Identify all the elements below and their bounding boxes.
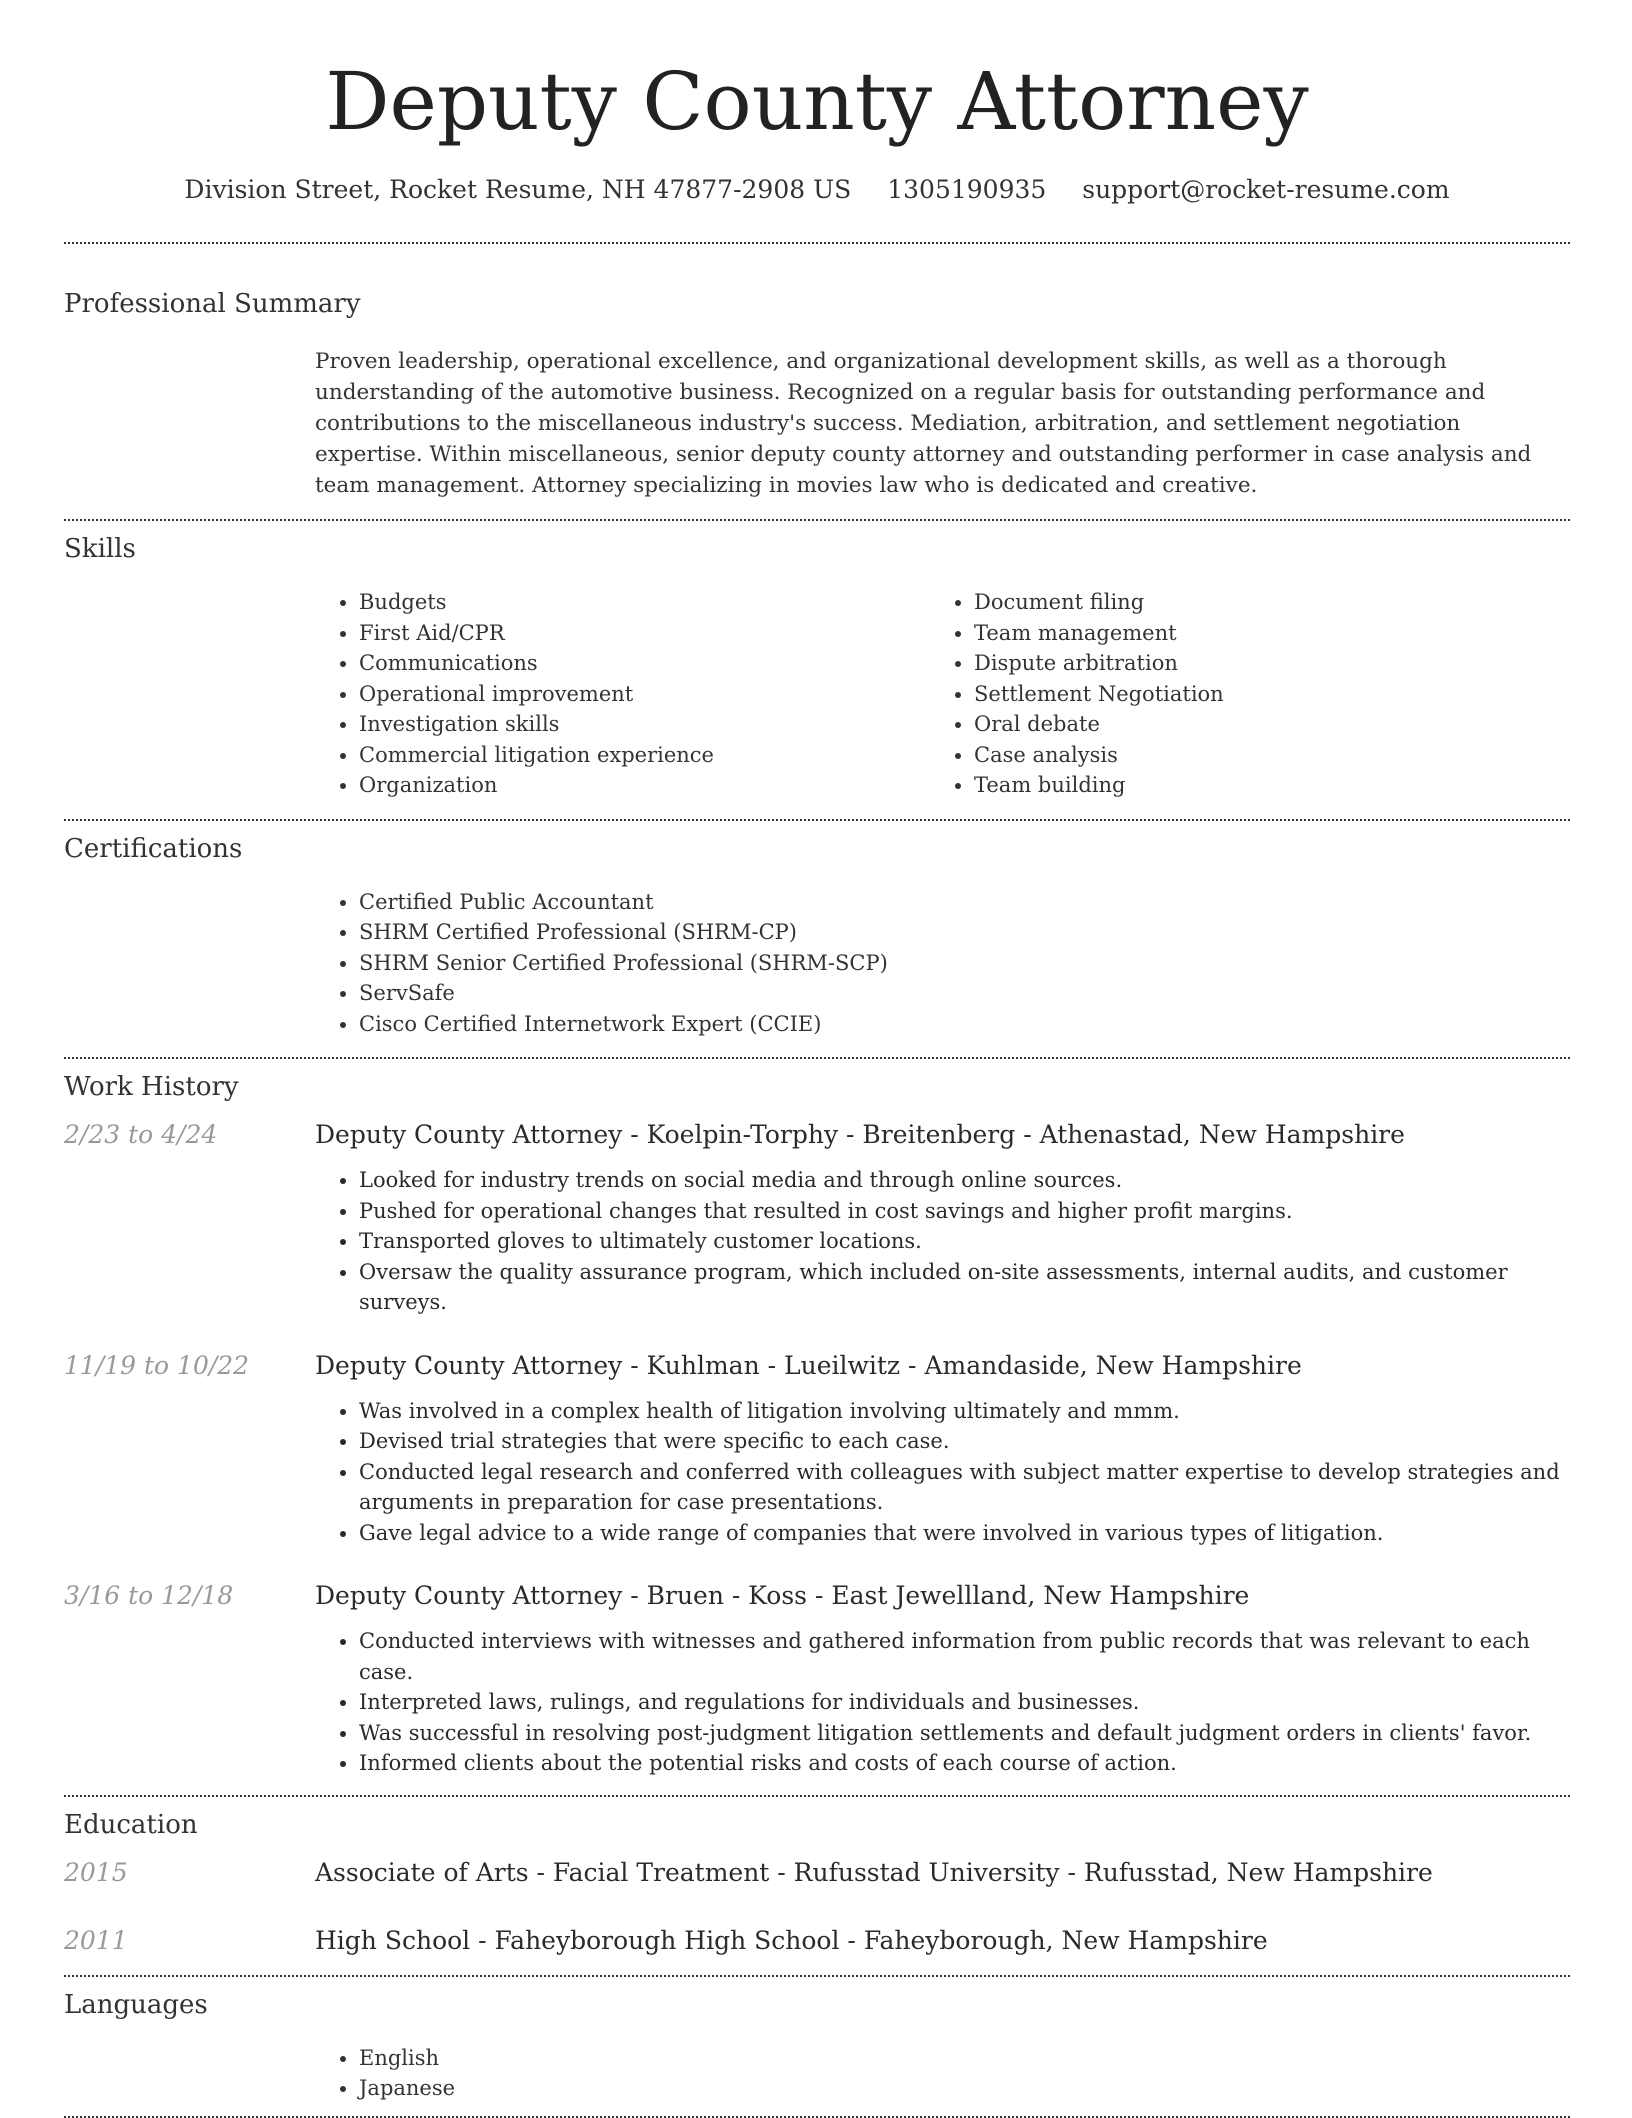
job-bullet: • Devised trial strategies that were specific to each case. (359, 1426, 1570, 1457)
language-item: • English (359, 2043, 1570, 2074)
skills-section (64, 519, 1570, 819)
skill-item: • Case analysis (974, 740, 1545, 771)
certification-item: • Cisco Certified Internetwork Expert (CCIE) (359, 1009, 1570, 1040)
job-entry (64, 1346, 1570, 1549)
certifications-section (64, 819, 1570, 1058)
job-bullet: • Conducted interviews with witnesses and gathered information from public records that was relevant to each case. (359, 1626, 1570, 1687)
skills-columns (315, 587, 1570, 801)
job-bullet: • Informed clients about the potential risks and costs of each course of action. (359, 1748, 1570, 1779)
section-title-certifications: Certifications (64, 833, 243, 864)
job-date: 2/23 to 4/24 (64, 1120, 218, 1149)
certification-item: • ServSafe (359, 978, 1570, 1009)
skills-right-column (930, 587, 1545, 801)
job-date: 11/19 to 10/22 (64, 1350, 250, 1380)
skill-item: • Organization (359, 770, 930, 801)
job-title: Deputy County Attorney - Kuhlman - Lueilwitz - Amandaside, New Hampshire (315, 1350, 1302, 1380)
job-bullet: • Oversaw the quality assurance program, which included on-site assessments, internal audits, and customer surveys. (359, 1257, 1570, 1318)
skill-item: • Team building (974, 770, 1545, 801)
language-item: • Japanese (359, 2073, 1570, 2104)
skill-item: • Investigation skills (359, 709, 930, 740)
summary-text: Proven leadership, operational excellence, and organizational development skills, as well as a thorough understanding of the automotive business. Recognized on a regular basis for outstanding performance and contributions to the miscellaneous industry's success. Mediation, arbitration, and settlement negotiation expertise. Within miscellaneous, senior deputy county attorney and outstanding performer in case analysis and team management. Attorney specializing in movies law who is dedicated and creative. (315, 349, 1532, 498)
job-date: 3/16 to 12/18 (64, 1581, 234, 1610)
skill-item: • Commercial litigation experience (359, 740, 930, 771)
job-bullet: • Interpreted laws, rulings, and regulations for individuals and businesses. (359, 1687, 1570, 1718)
job-entry (64, 1576, 1570, 1779)
education-section (64, 1795, 1570, 1975)
footer-divider (64, 2116, 1570, 2118)
work-history-section (64, 1057, 1570, 1795)
job-body (315, 1115, 1570, 1318)
section-title-education: Education (64, 1809, 198, 1840)
job-title: Deputy County Attorney - Koelpin-Torphy - Breitenberg - Athenastad, New Hampshire (315, 1120, 1405, 1149)
certification-item: • SHRM Certified Professional (SHRM-CP) (359, 917, 1570, 948)
skill-item: • Operational improvement (359, 679, 930, 710)
section-title-skills: Skills (64, 534, 136, 564)
education-title: High School - Faheyborough High School - Faheyborough, New Hampshire (315, 1925, 1268, 1955)
resume-page (64, 0, 1570, 2118)
education-entry (64, 1853, 1570, 1893)
skill-item: • Settlement Negotiation (974, 679, 1545, 710)
contact-email: support@rocket-resume.com (1082, 175, 1450, 204)
education-date: 2011 (64, 1925, 128, 1955)
job-bullet: • Transported gloves to ultimately customer locations. (359, 1226, 1570, 1257)
contact-line (64, 172, 1570, 208)
job-bullet: • Looked for industry trends on social media and through online sources. (359, 1165, 1570, 1196)
skill-item: • Budgets (359, 587, 930, 618)
job-bullet: • Pushed for operational changes that resulted in cost savings and higher profit margins. (359, 1196, 1570, 1227)
contact-address: Division Street, Rocket Resume, NH 47877-2908 US (184, 175, 852, 204)
job-bullet: • Conducted legal research and conferred with colleagues with subject matter expertise to develop strategies and arguments in preparation for case presentations. (359, 1457, 1570, 1518)
education-title: Associate of Arts - Facial Treatment - Rufusstad University - Rufusstad, New Hampshire (315, 1857, 1433, 1887)
job-body (315, 1576, 1570, 1779)
job-bullet: • Gave legal advice to a wide range of companies that were involved in various types of litigation. (359, 1518, 1570, 1549)
resume-name: Deputy County Attorney (325, 55, 1309, 148)
job-body (315, 1346, 1570, 1549)
skills-left-column (315, 587, 930, 801)
skill-item: • Oral debate (974, 709, 1545, 740)
skill-item: • Document filing (974, 587, 1545, 618)
education-entry (64, 1921, 1570, 1961)
languages-list (315, 2043, 1570, 2104)
certification-item: • SHRM Senior Certified Professional (SHRM-SCP) (359, 948, 1570, 979)
certifications-list (315, 887, 1570, 1040)
section-title-languages: Languages (64, 1989, 208, 2020)
certification-item: • Certified Public Accountant (359, 887, 1570, 918)
summary-section (64, 244, 1570, 519)
skill-item: • First Aid/CPR (359, 618, 930, 649)
education-date: 2015 (64, 1857, 128, 1887)
contact-phone: 1305190935 (887, 175, 1047, 204)
job-bullet: • Was successful in resolving post-judgment litigation settlements and default judgment orders in clients' favor. (359, 1718, 1570, 1749)
job-bullet: • Was involved in a complex health of litigation involving ultimately and mmm. (359, 1396, 1570, 1427)
languages-section (64, 1975, 1570, 2116)
job-entry (64, 1115, 1570, 1318)
skill-item: • Dispute arbitration (974, 648, 1545, 679)
section-title-work-history: Work History (64, 1072, 239, 1102)
skill-item: • Communications (359, 648, 930, 679)
skill-item: • Team management (974, 618, 1545, 649)
job-title: Deputy County Attorney - Bruen - Koss - East Jewellland, New Hampshire (315, 1581, 1250, 1610)
section-title-summary: Professional Summary (64, 289, 361, 319)
